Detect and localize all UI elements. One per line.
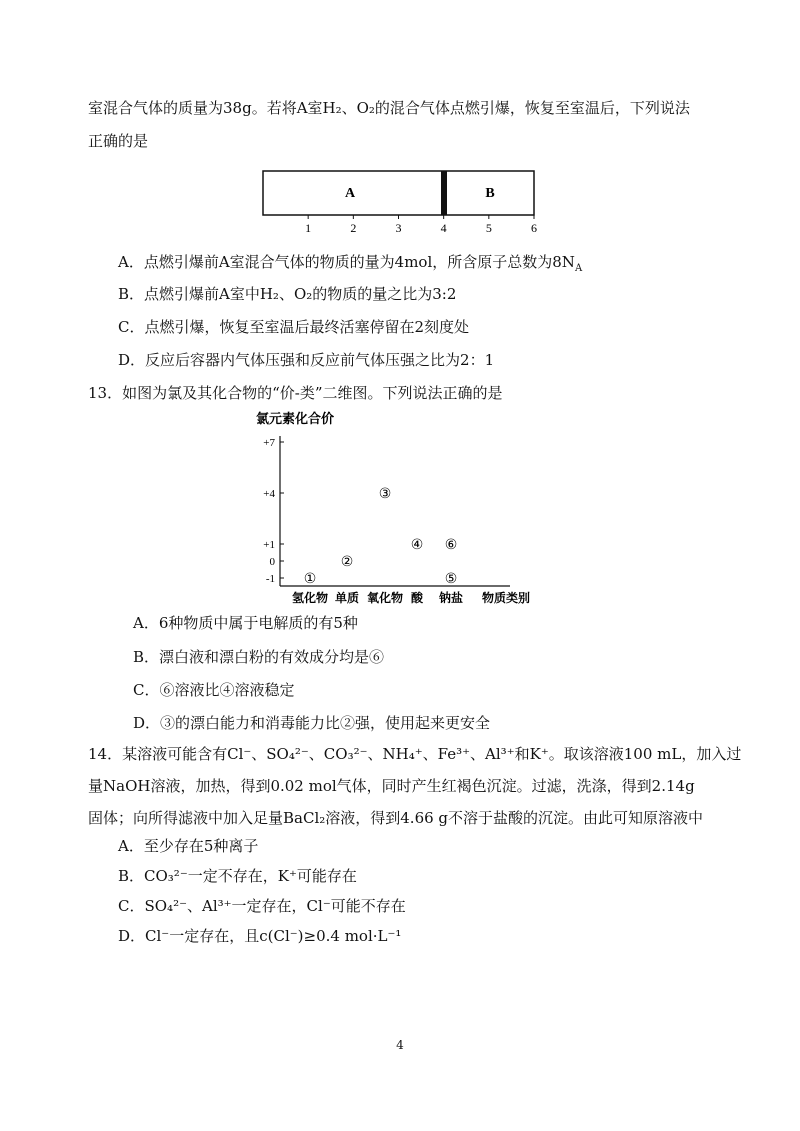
- data-point: ②: [340, 554, 354, 570]
- y-tick-label: +7: [263, 437, 275, 449]
- q14-stem-line-1: 14．某溶液可能含有Cl⁻、SO₄²⁻、CO₃²⁻、NH₄⁺、Fe³⁺、Al³⁺和K⁺。取该溶液100 mL，加入过: [88, 745, 742, 763]
- y-tick-label: -1: [265, 573, 275, 585]
- x-category-label: 氧化物: [366, 591, 404, 605]
- q13-option-a: A．6种物质中属于电解质的有5种: [133, 614, 358, 632]
- y-tick-label: +1: [263, 539, 275, 551]
- q12-stem-line-2: 正确的是: [88, 132, 149, 150]
- x-category-label: 氢化物: [291, 591, 329, 605]
- data-point: ⑤: [444, 571, 458, 587]
- q14-option-a: A．至少存在5种离子: [118, 837, 259, 855]
- data-point: ⑥: [444, 537, 458, 553]
- q14-option-c: C．SO₄²⁻、Al³⁺一定存在，Cl⁻可能不存在: [118, 897, 406, 915]
- x-category-label: 酸: [410, 591, 424, 605]
- q12-option-c: C．点燃引爆，恢复至室温后最终活塞停留在2刻度处: [118, 318, 470, 336]
- q12-option-a: A．点燃引爆前A室混合气体的物质的量为4mol，所含原子总数为$8N_A$: [118, 253, 583, 274]
- y-tick-label: +4: [263, 488, 275, 500]
- q14-option-d: D．Cl⁻一定存在，且c(Cl⁻)≥0.4 mol·L⁻¹: [118, 927, 402, 945]
- q12-option-b: B．点燃引爆前A室中H₂、O₂的物质的量之比为3:2: [118, 285, 457, 303]
- q14-option-b: B．CO₃²⁻一定不存在，K⁺可能存在: [118, 867, 357, 885]
- scale-label: 5: [485, 221, 492, 234]
- q13-option-d: D．③的漂白能力和消毒能力比②强，使用起来更安全: [133, 714, 491, 732]
- chart-xlabel: 物质类别: [482, 591, 531, 605]
- data-point: ③: [378, 486, 392, 502]
- y-tick-label: 0: [269, 556, 275, 568]
- valence-class-chart: [252, 410, 542, 610]
- x-category-label: 钠盐: [438, 591, 464, 605]
- q13-option-c: C．⑥溶液比④溶液稳定: [133, 681, 295, 699]
- scale-label: 3: [395, 221, 402, 234]
- q14-stem-line-2: 量NaOH溶液，加热，得到0.02 mol气体，同时产生红褐色沉淀。过滤，洗涤，得到2.14g: [88, 777, 695, 795]
- scale-label: 6: [531, 221, 537, 234]
- data-point: ①: [303, 571, 317, 587]
- piston: [441, 171, 447, 215]
- scale-label: 2: [350, 221, 357, 234]
- chamber-a-label: A: [344, 186, 356, 201]
- chart-ylabel: 氯元素化合价: [256, 412, 335, 427]
- scale-ticks: [305, 215, 537, 234]
- data-point: ④: [410, 537, 424, 553]
- q13-option-b: B．漂白液和漂白粉的有效成分均是⑥: [133, 648, 385, 666]
- cylinder-piston-diagram: [258, 166, 543, 234]
- scale-label: 1: [305, 221, 312, 234]
- page-number: 4: [396, 1038, 404, 1052]
- q13-stem: 13．如图为氯及其化合物的“价-类”二维图。下列说法正确的是: [88, 384, 503, 402]
- q14-stem-line-3: 固体；向所得滤液中加入足量BaCl₂溶液，得到4.66 g不溶于盐酸的沉淀。由此可知原溶液中: [88, 809, 704, 827]
- x-category-label: 单质: [334, 591, 360, 605]
- q12-stem-line-1: 室混合气体的质量为38g。若将A室H₂、O₂的混合气体点燃引爆，恢复至室温后，下列说法: [88, 99, 690, 117]
- chamber-b-label: B: [485, 186, 495, 201]
- scale-label: 4: [440, 221, 447, 234]
- q12-option-d: D．反应后容器内气体压强和反应前气体压强之比为2：1: [118, 351, 495, 369]
